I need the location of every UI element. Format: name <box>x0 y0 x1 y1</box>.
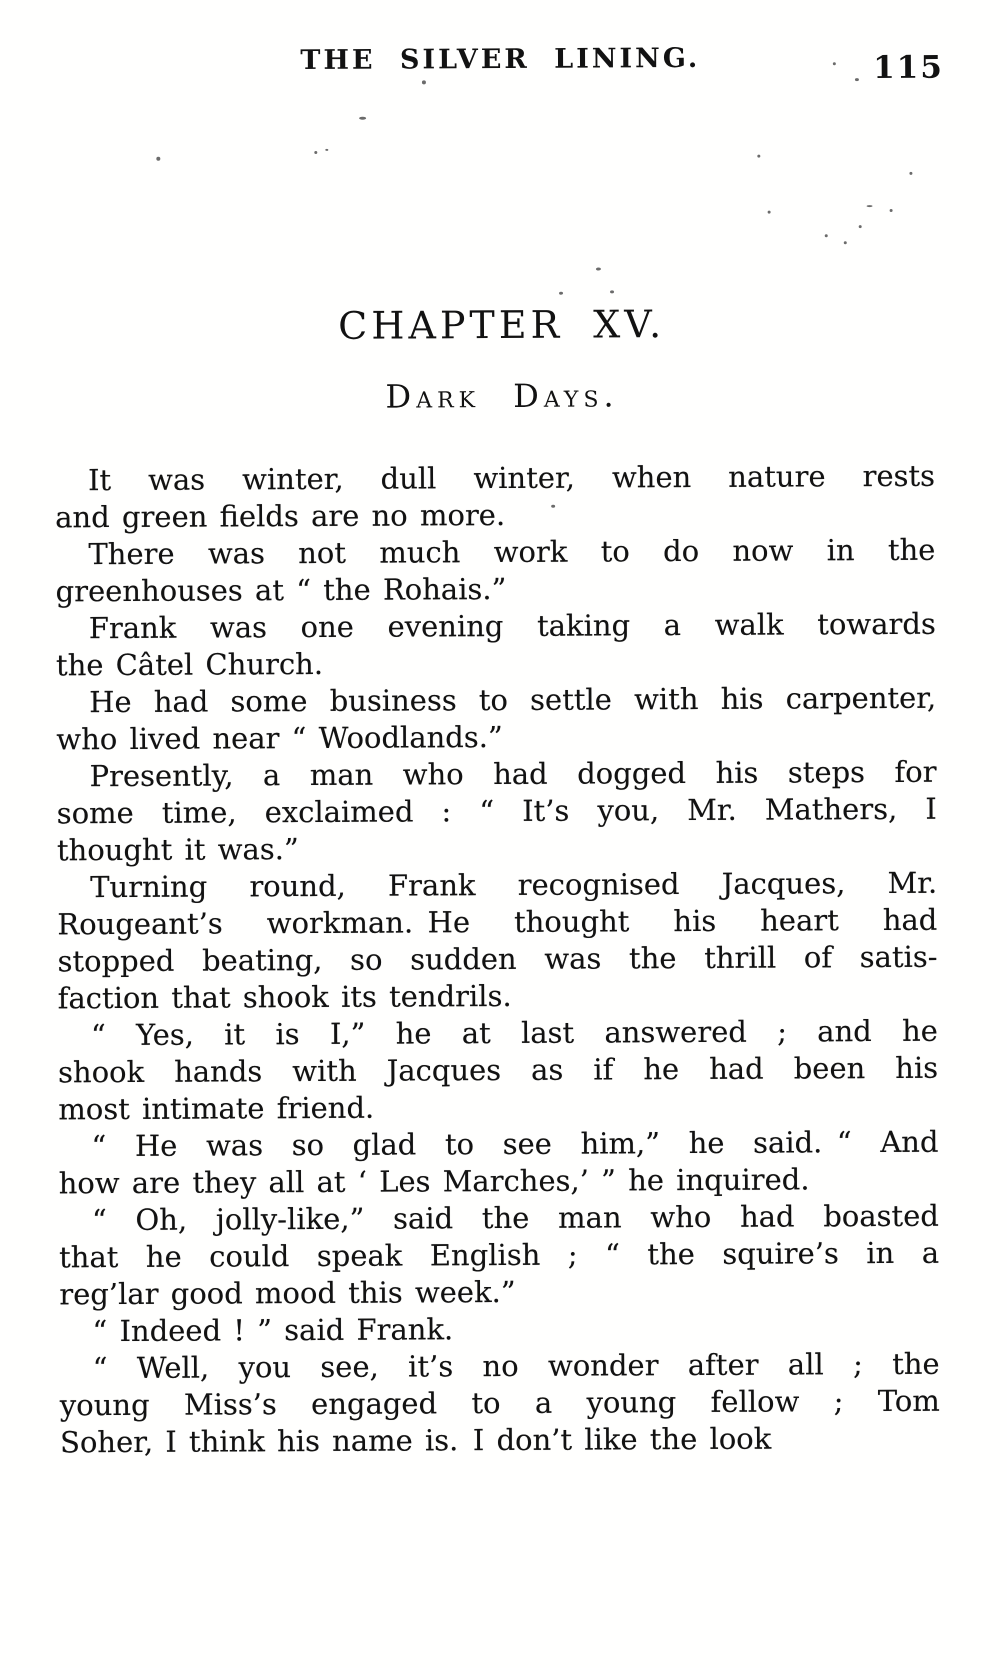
text-line: Turning round, Frank recognised Jacques, Mr. <box>90 865 938 905</box>
chapter-heading: CHAPTER XV. <box>338 302 666 348</box>
paragraph <box>60 1346 941 1462</box>
chapter-subheading: Dark Days. <box>385 376 619 416</box>
text-line: reg’lar good mood this week.” <box>59 1274 516 1312</box>
scan-speckle <box>314 151 317 154</box>
paragraph <box>58 1124 938 1203</box>
scan-speckle <box>825 234 828 237</box>
paragraph <box>56 680 936 759</box>
paragraph <box>56 606 936 685</box>
scan-speckle <box>359 117 366 120</box>
text-line: thought it was.” <box>56 832 299 868</box>
text-line: “ Well, you see, it’s no wonder after all ; the <box>92 1346 940 1386</box>
paragraph <box>59 1198 940 1314</box>
page-number: 115 <box>873 49 944 87</box>
text-line: “ Indeed ! ” said Frank. <box>92 1312 454 1349</box>
text-line: how are they all at ‘ Les Marches,’ ” he inquired. <box>58 1162 810 1201</box>
scan-speckle <box>325 149 328 151</box>
scan-speckle <box>610 290 614 293</box>
text-line: He had some business to settle with his carpenter, <box>89 680 937 720</box>
text-line: most intimate friend. <box>58 1090 375 1127</box>
text-line: “ He was so glad to see him,” he said. “ And <box>91 1124 939 1164</box>
scan-speckle <box>890 209 893 212</box>
running-header <box>0 41 1004 86</box>
scan-speckle <box>867 205 873 207</box>
text-line: Frank was one evening taking a walk towards <box>88 606 936 646</box>
scan-speckle <box>844 241 847 244</box>
scan-speckle <box>768 211 771 214</box>
text-line: It was winter, dull winter, when nature rests <box>87 458 936 498</box>
text-line: who lived near “ Woodlands.” <box>56 720 503 757</box>
text-line: some time, exclaimed : “ It’s you, Mr. Mathers, I <box>56 791 937 831</box>
scan-speckle <box>757 155 760 158</box>
text-line: stopped beating, so sudden was the thrill of satis- <box>57 939 938 979</box>
paragraph <box>58 1013 939 1129</box>
text-line: “ Oh, jolly-like,” said the man who had boasted <box>91 1198 939 1238</box>
text-line: that he could speak English ; “ the squire’s in a <box>58 1235 940 1275</box>
scan-speckle <box>156 157 160 161</box>
running-title: THE SILVER LINING. <box>300 42 701 77</box>
text-line: Presently, a man who had dogged his steps for <box>89 754 937 794</box>
body-text <box>55 458 940 1462</box>
scan-speckle <box>596 267 601 270</box>
paragraph <box>55 458 935 537</box>
text-line: young Miss’s engaged to a young fellow ; Tom <box>59 1383 940 1423</box>
text-line: and green fields are no more. <box>55 497 506 535</box>
text-line: the Câtel Church. <box>55 646 324 683</box>
scan-speckle <box>833 62 836 65</box>
text-line: faction that shook its tendrils. <box>57 978 512 1016</box>
paragraph <box>59 1309 939 1351</box>
scan-speckle <box>859 225 862 228</box>
text-line: Soher, I think his name is. I don’t like the look <box>59 1421 772 1460</box>
text-line: There was not much work to do now in the <box>88 532 936 572</box>
scan-speckle <box>855 78 859 81</box>
page-content <box>0 299 1007 1461</box>
paragraph <box>57 865 938 1018</box>
text-line: Rougeant’s workman. He thought his heart had <box>57 902 938 942</box>
paragraph <box>55 532 935 611</box>
scan-speckle <box>559 292 563 295</box>
text-line: shook hands with Jacques as if he had been his <box>58 1050 939 1090</box>
paragraph <box>56 754 937 870</box>
scan-speckle <box>909 172 912 175</box>
scan-speckle <box>422 80 426 84</box>
scan-noise <box>0 0 1003 3</box>
text-line: greenhouses at “ the Rohais.” <box>55 571 507 609</box>
scan-speckle <box>551 505 555 508</box>
text-line: “ Yes, it is I,” he at last answered ; and he <box>90 1013 938 1053</box>
